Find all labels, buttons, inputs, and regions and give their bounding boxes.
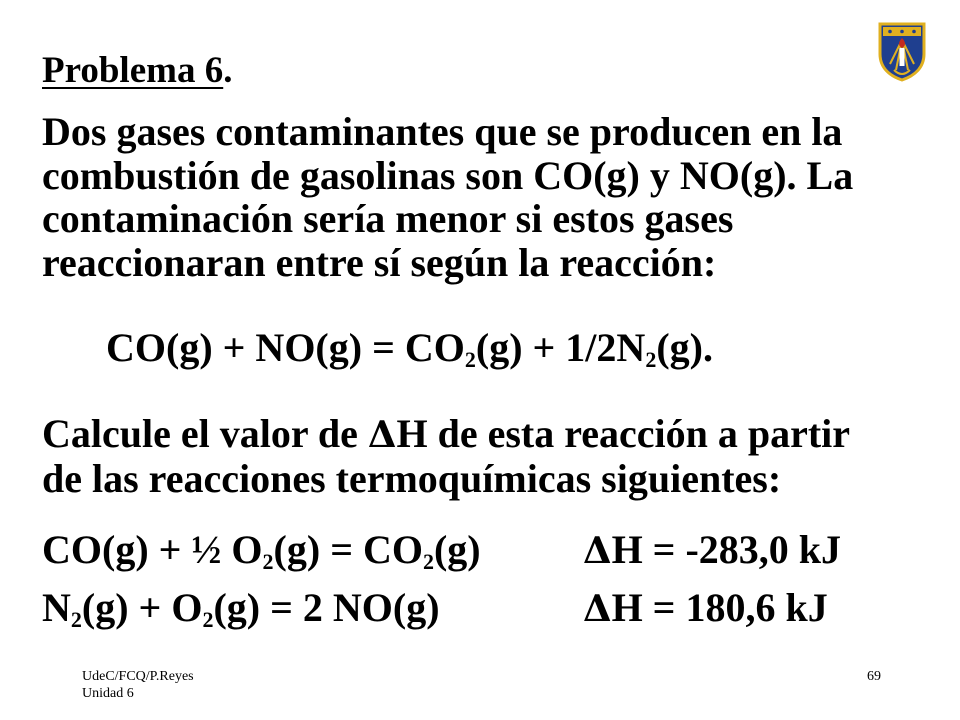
reaction-part: N bbox=[42, 585, 71, 630]
subscript: 2 bbox=[70, 607, 82, 633]
enthalpy-value: H = -283,0 kJ bbox=[611, 527, 842, 572]
delta-symbol: Δ bbox=[367, 412, 397, 456]
footer-unit: Unidad 6 bbox=[82, 686, 134, 701]
reaction-2-enthalpy bbox=[583, 585, 828, 630]
statement-line-2: combustión de gasolinas son CO(g) y NO(g). La bbox=[42, 152, 854, 198]
delta-symbol: Δ bbox=[583, 528, 612, 572]
subscript: 2 bbox=[202, 607, 214, 633]
instruction-text: Calcule el valor de bbox=[42, 411, 368, 456]
reaction-1-enthalpy bbox=[583, 527, 842, 572]
reaction-part: (g) + O bbox=[81, 585, 203, 630]
instruction-line-1 bbox=[42, 412, 850, 457]
instruction bbox=[42, 412, 850, 500]
statement-line-4: reaccionaran entre sí según la reacción: bbox=[42, 239, 717, 285]
reaction-part: (g) + 1/2N bbox=[475, 325, 646, 370]
subscript: 2 bbox=[464, 347, 476, 373]
reaction-part: CO(g) + ½ O bbox=[42, 527, 263, 572]
delta-symbol: Δ bbox=[583, 586, 612, 630]
reaction-part: CO(g) + NO(g) = CO bbox=[106, 325, 465, 370]
instruction-text: H de esta reacción a partir bbox=[396, 411, 851, 456]
statement-line-1: Dos gases contaminantes que se producen en la bbox=[42, 109, 843, 154]
page-number: 69 bbox=[867, 669, 881, 684]
subscript: 2 bbox=[422, 549, 434, 575]
reaction-part: (g) bbox=[433, 527, 481, 572]
title-period: . bbox=[223, 50, 233, 91]
instruction-line-2: de las reacciones termoquímicas siguientes: bbox=[42, 455, 782, 501]
statement-line-3: contaminación sería menor si estos gases bbox=[42, 196, 734, 241]
footer-credit bbox=[82, 668, 194, 702]
title-text: Problema 6 bbox=[42, 50, 224, 91]
reaction-part: (g) = CO bbox=[273, 527, 423, 572]
subscript: 2 bbox=[262, 549, 274, 575]
target-reaction bbox=[106, 325, 713, 373]
footer-author: UdeC/FCQ/P.Reyes bbox=[82, 669, 194, 684]
slide-title bbox=[42, 52, 232, 89]
reaction-1-equation bbox=[42, 527, 481, 575]
reaction-part: (g) = 2 NO(g) bbox=[213, 585, 440, 630]
reaction-part: (g). bbox=[656, 325, 713, 370]
enthalpy-value: H = 180,6 kJ bbox=[611, 585, 828, 630]
subscript: 2 bbox=[645, 347, 657, 373]
reaction-2-equation bbox=[42, 585, 440, 633]
university-crest-icon bbox=[876, 20, 928, 82]
problem-statement bbox=[42, 110, 853, 284]
